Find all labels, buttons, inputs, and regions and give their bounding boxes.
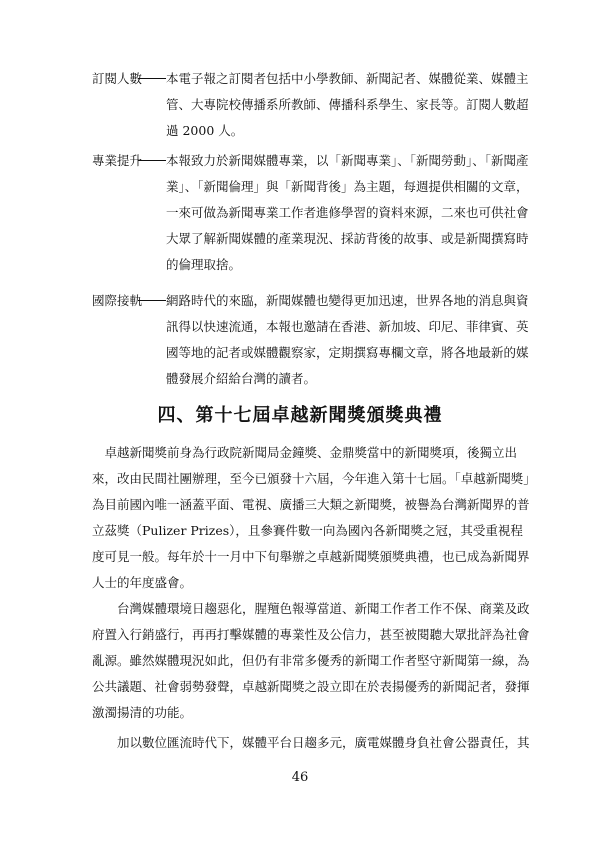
text-line: 的倫理取捨。 [166, 257, 242, 272]
text-line: 國等地的記者或媒體觀察家，定期撰寫專欄文章，將各地最新的媒 [166, 345, 529, 360]
entry-description [166, 66, 529, 144]
text-line: 本電子報之訂閱者包括中小學教師、新聞記者、媒體從業、媒體主 [166, 71, 529, 86]
text-line: 卓越新聞獎前身為行政院新聞局金鐘獎、金鼎獎當中的新聞獎項，後獨立出 [92, 445, 518, 460]
text-line: 為目前國內唯一涵蓋平面、電視、廣播三大類之新聞獎，被譽為台灣新聞界的普 [92, 497, 530, 512]
entry-description [166, 288, 529, 392]
text-line: 人士的年度盛會。 [92, 575, 193, 590]
em-dash-rule [138, 300, 166, 301]
text-line: 管、大專院校傳播系所教師、傳播科系學生、家長等。訂閱人數超 [166, 97, 529, 112]
text-line: 業」、「新聞倫理」與「新聞背後」為主題，每週提供相關的文章， [166, 179, 529, 194]
text-line: 度可見一般。每年於十一月中下旬舉辦之卓越新聞獎頒獎典禮，也已成為新聞界 [92, 549, 530, 564]
text-line: 府置入行銷盛行，再再打擊媒體的專業性及公信力，甚至被閱聽大眾批評為社會 [92, 627, 530, 642]
text-line: 大眾了解新聞媒體的產業現況、採訪背後的故事、或是新聞撰寫時 [166, 231, 529, 246]
body-paragraph [92, 440, 536, 596]
body-paragraph [92, 730, 530, 756]
text-line: 來，改由民間社團辦理，至今已頒發十六屆，今年進入第十七屆。「卓越新聞獎」 [92, 471, 536, 486]
em-dash-rule [138, 78, 166, 79]
body-paragraph [92, 596, 530, 726]
text-line: 加以數位匯流時代下，媒體平台日趨多元，廣電媒體身負社會公器責任，其 [92, 735, 530, 750]
text-line: 台灣媒體環境日趨惡化，腥羶色報導當道、新聞工作者工作不保、商業及政 [92, 601, 530, 616]
text-line: 亂源。雖然媒體現況如此，但仍有非常多優秀的新聞工作者堅守新聞第一線，為 [92, 653, 530, 668]
text-line: 網路時代的來臨，新聞媒體也變得更加迅速，世界各地的消息與資 [166, 293, 529, 308]
text-line: 立茲獎（Pulizer Prizes），且參賽件數一向為國內各新聞獎之冠，其受重視程 [92, 523, 523, 538]
entry-description [166, 148, 529, 278]
entry-term: 專業提升 [92, 153, 143, 168]
text-line: 公共議題、社會弱勢發聲，卓越新聞獎之設立即在於表揚優秀的新聞記者，發揮 [92, 679, 530, 694]
em-dash-rule [138, 160, 166, 161]
entry-term: 國際接軌 [92, 293, 143, 308]
text-line: 訊得以快速流通，本報也邀請在香港、新加坡、印尼、菲律賓、英 [166, 319, 529, 334]
text-line: 本報致力於新聞媒體專業，以「新聞專業」、「新聞勞動」、「新聞產 [166, 153, 529, 168]
section-heading: 四、第十七屆卓越新聞獎頒獎典禮 [157, 405, 443, 426]
entry-term: 訂閱人數 [92, 71, 143, 86]
text-line: 過 2000 人。 [166, 123, 244, 138]
text-line: 一來可做為新聞專業工作者進修學習的資料來源，二來也可供社會 [166, 205, 529, 220]
text-line: 激濁揚清的功能。 [92, 705, 193, 720]
text-line: 體發展介紹給台灣的讀者。 [166, 371, 317, 386]
page-number: 46 [291, 770, 309, 785]
